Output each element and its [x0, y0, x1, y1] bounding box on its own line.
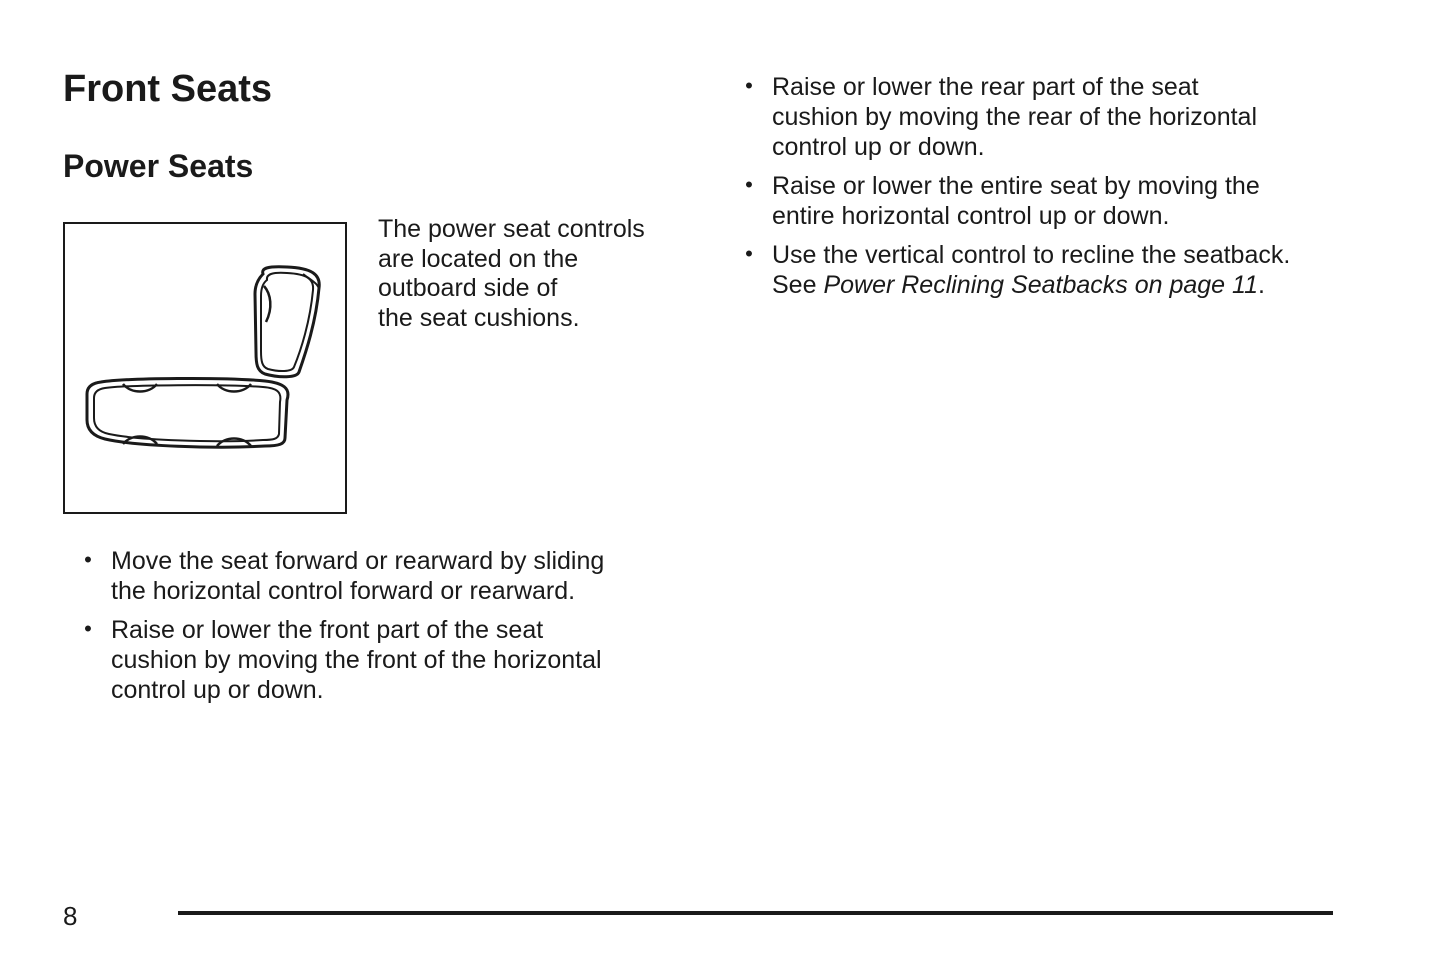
right-bullet-list: [738, 72, 1378, 309]
bullet-icon: •: [745, 172, 753, 197]
horizontal-control-inner: [94, 385, 280, 441]
list-item-line: entire horizontal control up or down.: [772, 202, 1170, 230]
list-item-line: cushion by moving the rear of the horizontal: [772, 103, 1257, 131]
power-seat-controls-icon: [65, 224, 345, 512]
list-item: [77, 615, 677, 705]
list-item-line: the horizontal control forward or rearward.: [111, 577, 576, 605]
list-item-line: Raise or lower the front part of the seat: [111, 616, 544, 644]
page-title: Front Seats: [63, 68, 273, 110]
vertical-control-groove: [264, 286, 270, 322]
see-prefix: See: [772, 271, 824, 299]
list-item-line: cushion by moving the front of the horizontal: [111, 646, 602, 674]
cross-reference-link[interactable]: Power Reclining Seatbacks on page 11: [823, 271, 1258, 299]
bullet-icon: •: [84, 616, 92, 641]
horizontal-control-outer: [87, 378, 288, 447]
list-item-line: Use the vertical control to recline the seatback.: [772, 241, 1291, 269]
bullet-icon: •: [84, 547, 92, 572]
section-title: Power Seats: [63, 148, 254, 184]
list-item-line: Raise or lower the entire seat by moving the: [772, 172, 1260, 200]
list-item-line: Move the seat forward or rearward by sliding: [111, 547, 605, 575]
rear-bottom-notch: [217, 439, 251, 447]
bullet-icon: •: [745, 241, 753, 266]
list-item-line: Raise or lower the rear part of the seat: [772, 73, 1199, 101]
caption-line: outboard side of: [378, 274, 558, 302]
list-item: [738, 171, 1378, 231]
page-number: 8: [63, 901, 78, 931]
list-item: [738, 240, 1378, 300]
list-item: [77, 546, 677, 606]
caption-line: are located on the: [378, 244, 579, 273]
list-item: [738, 72, 1378, 162]
figure-caption: [378, 215, 688, 333]
list-item-line: control up or down.: [111, 676, 324, 704]
list-item-line: [772, 270, 1378, 300]
footer-rule: [178, 911, 1333, 915]
bullet-icon: •: [745, 73, 753, 98]
caption-line: The power seat controls: [378, 215, 645, 243]
seat-controls-figure: [63, 222, 347, 514]
left-bullet-list: [77, 546, 677, 714]
list-item-line: control up or down.: [772, 133, 985, 161]
see-suffix: .: [1257, 271, 1265, 299]
caption-line: the seat cushions.: [378, 303, 580, 332]
